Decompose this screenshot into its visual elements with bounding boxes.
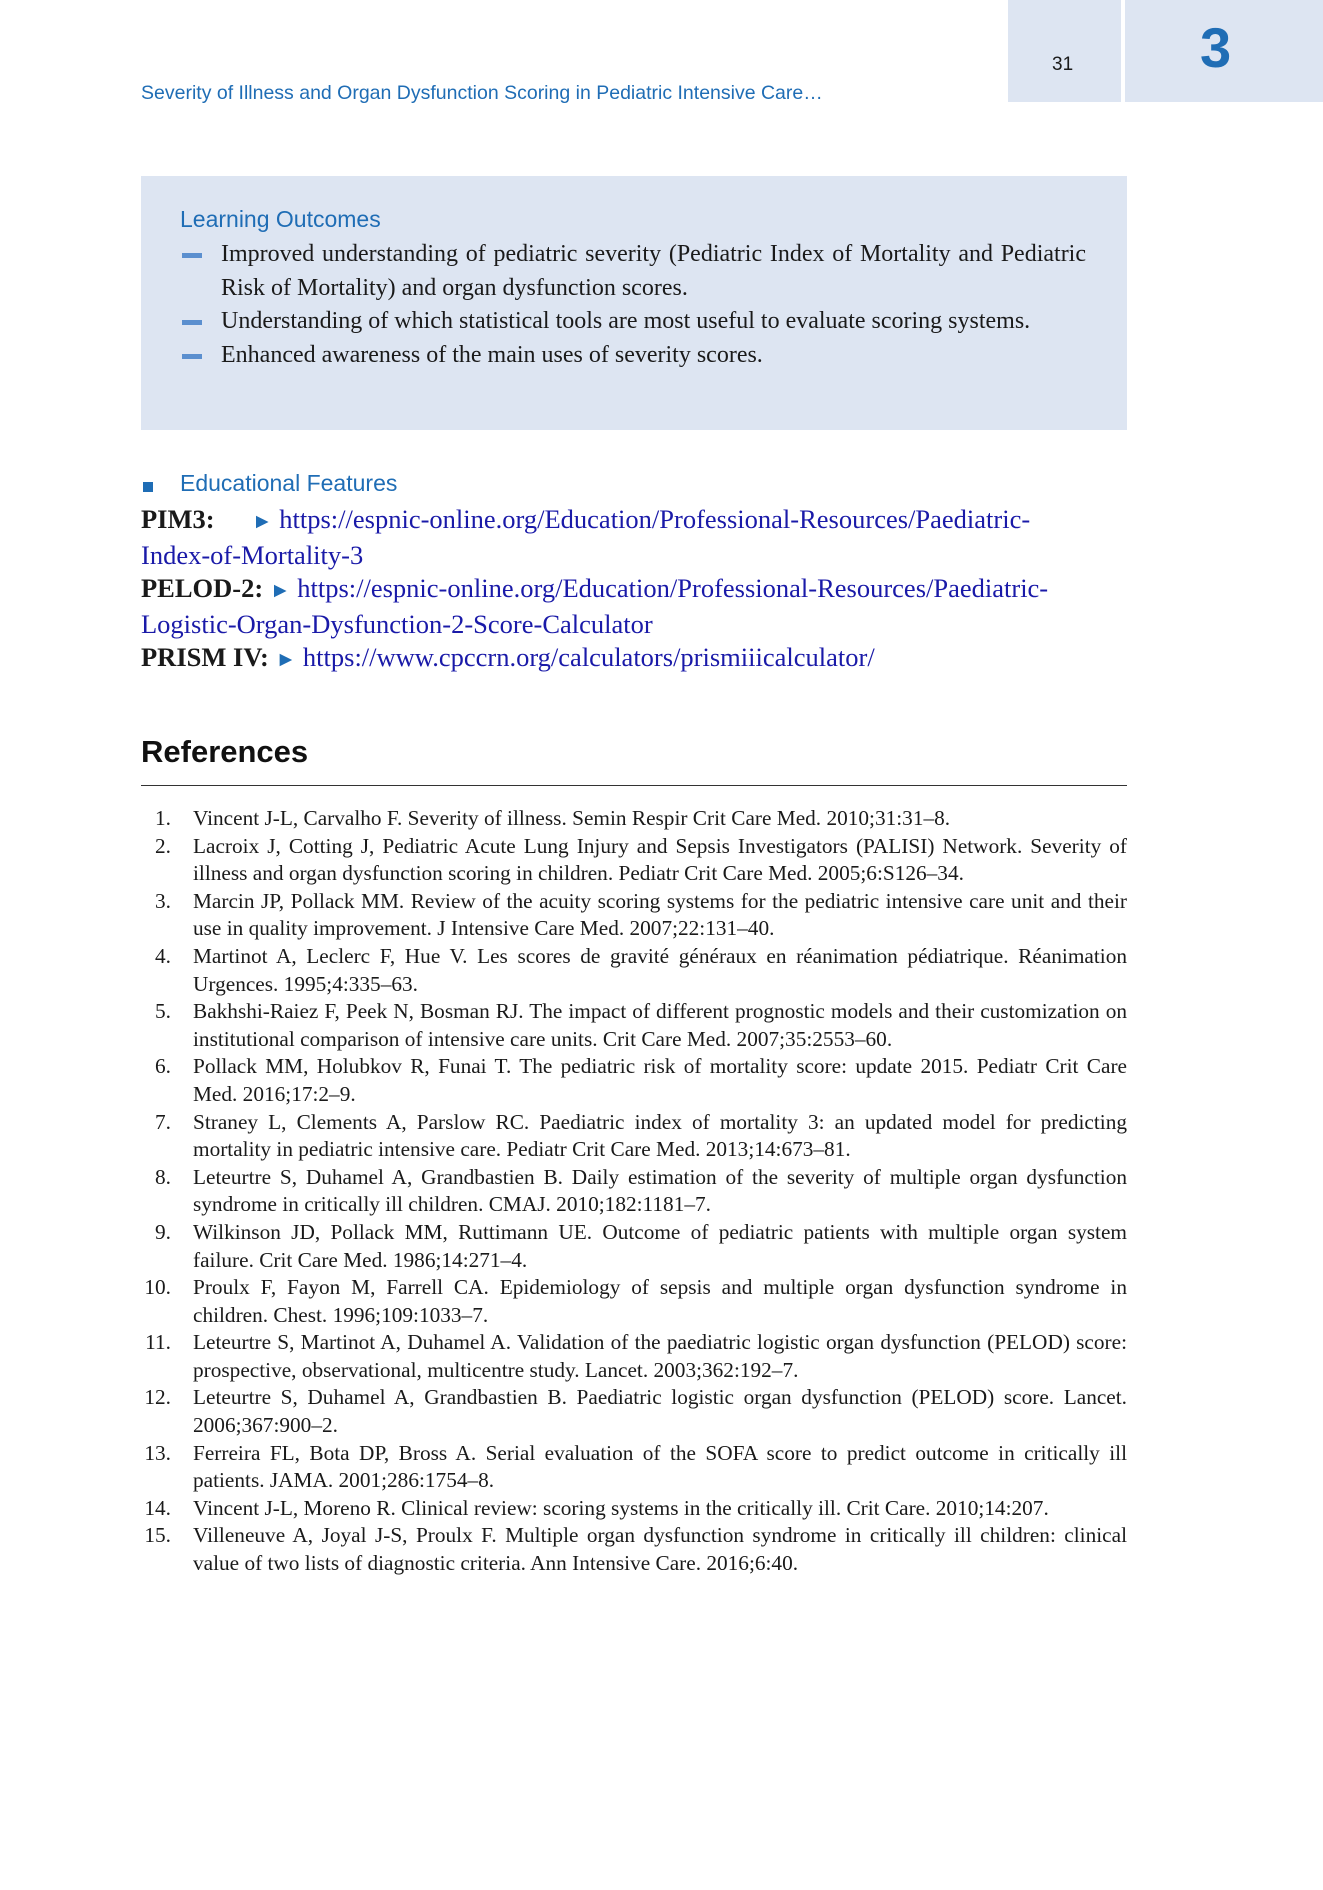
ef-pelod2-link[interactable]: https://espnic-online.org/Education/Professional-Resources/Paediatric- bbox=[297, 573, 1049, 603]
ef-pelod2-label: PELOD-2: bbox=[141, 573, 264, 603]
references-divider bbox=[141, 785, 1127, 786]
reference-text: Leteurtre S, Martinot A, Duhamel A. Validation of the paediatric logistic organ dysfunction (PELOD) score: prospective, observational, multicentre study. Lancet. 2003;362:192–7. bbox=[193, 1330, 1127, 1382]
reference-item bbox=[141, 1164, 1127, 1219]
ef-pim3-link[interactable]: https://espnic-online.org/Education/Professional-Resources/Paediatric- bbox=[279, 504, 1031, 534]
dash-bullet-icon bbox=[182, 354, 202, 359]
reference-text: Leteurtre S, Duhamel A, Grandbastien B. Daily estimation of the severity of multiple organ dysfunction syndrome in critically ill children. CMAJ. 2010;182:1181–7. bbox=[193, 1164, 1127, 1217]
chapter-number: 3 bbox=[1200, 16, 1232, 79]
reference-number: 8. bbox=[155, 1164, 171, 1189]
square-bullet-icon bbox=[143, 482, 153, 492]
reference-number: 9. bbox=[155, 1219, 171, 1244]
references-list bbox=[141, 805, 1127, 1578]
reference-item bbox=[141, 1274, 1127, 1329]
ef-prism-label: PRISM IV: bbox=[141, 642, 269, 672]
reference-text: Martinot A, Leclerc F, Hue V. Les scores de gravité généraux en réanimation pédiatrique. Réanimation Urgences. 1995;4:335–63. bbox=[193, 943, 1127, 996]
reference-item bbox=[141, 1440, 1127, 1495]
reference-text: Pollack MM, Holubkov R, Funai T. The pediatric risk of mortality score: update 2015. Pediatr Crit Care Med. 2016;17:2–9. bbox=[193, 1054, 1127, 1106]
dash-bullet-icon bbox=[182, 253, 202, 258]
learning-outcome-item bbox=[180, 339, 1086, 373]
ef-pim3-line bbox=[141, 503, 1127, 539]
reference-number: 1. bbox=[155, 806, 171, 830]
ef-prism-link[interactable]: https://www.cpccrn.org/calculators/prismiiicalculator/ bbox=[302, 642, 875, 672]
reference-item bbox=[141, 1522, 1127, 1577]
reference-number: 12. bbox=[144, 1385, 171, 1410]
reference-item bbox=[141, 1109, 1127, 1164]
learning-outcomes-list bbox=[180, 238, 1086, 372]
reference-item bbox=[141, 1219, 1127, 1274]
reference-item bbox=[141, 888, 1127, 943]
reference-text: Proulx F, Fayon M, Farrell CA. Epidemiology of sepsis and multiple organ dysfunction syndrome in children. Chest. 1996;109:1033–7. bbox=[193, 1275, 1127, 1327]
reference-number: 10. bbox=[144, 1275, 171, 1300]
arrow-right-icon: ► bbox=[275, 647, 297, 671]
arrow-right-icon: ► bbox=[251, 509, 273, 533]
reference-item bbox=[141, 805, 1127, 833]
reference-number: 4. bbox=[155, 943, 171, 968]
learning-outcome-text: Improved understanding of pediatric severity (Pediatric Index of Mortality and Pediatric Risk of Mortality) and organ dysfunction scores. bbox=[221, 241, 1086, 301]
reference-text: Villeneuve A, Joyal J-S, Proulx F. Multiple organ dysfunction syndrome in critically ill children: clinical value of two lists of diagnostic criteria. Ann Intensive Care. 2016;6:40. bbox=[193, 1523, 1127, 1576]
reference-item bbox=[141, 1329, 1127, 1384]
reference-item bbox=[141, 1053, 1127, 1108]
ef-pim3-label: PIM3: bbox=[141, 504, 215, 534]
reference-text: Ferreira FL, Bota DP, Bross A. Serial evaluation of the SOFA score to predict outcome in critically ill patients. JAMA. 2001;286:1754–8. bbox=[193, 1440, 1127, 1493]
learning-outcome-text: Understanding of which statistical tools are most useful to evaluate scoring systems. bbox=[221, 308, 1031, 334]
reference-item bbox=[141, 1384, 1127, 1439]
reference-number: 3. bbox=[155, 888, 171, 913]
educational-features-block bbox=[141, 503, 1127, 677]
reference-number: 14. bbox=[144, 1495, 171, 1520]
ef-pelod2-line-2 bbox=[141, 608, 1127, 642]
reference-text: Vincent J-L, Moreno R. Clinical review: scoring systems in the critically ill. Crit Care. 2010;14:207. bbox=[193, 1495, 1049, 1520]
ef-pim3-line-2 bbox=[141, 539, 1127, 573]
reference-number: 2. bbox=[155, 833, 171, 858]
ef-prism-line bbox=[141, 641, 1127, 677]
arrow-right-icon: ► bbox=[269, 578, 291, 602]
learning-outcome-text: Enhanced awareness of the main uses of severity scores. bbox=[221, 341, 763, 368]
dash-bullet-icon bbox=[182, 320, 202, 325]
reference-text: Bakhshi-Raiez F, Peek N, Bosman RJ. The impact of different prognostic models and their customization on institutional comparison of intensive care units. Crit Care Med. 2007;35:2553–60. bbox=[193, 999, 1127, 1051]
reference-text: Wilkinson JD, Pollack MM, Ruttimann UE. Outcome of pediatric patients with multiple organ system failure. Crit Care Med. 1986;14:271–4. bbox=[193, 1219, 1127, 1272]
reference-number: 7. bbox=[155, 1109, 171, 1134]
reference-item bbox=[141, 943, 1127, 998]
page-number-box bbox=[1008, 0, 1121, 102]
page-number: 31 bbox=[1052, 54, 1074, 75]
ef-pim3-link-cont[interactable]: Index-of-Mortality-3 bbox=[141, 539, 364, 570]
reference-item bbox=[141, 833, 1127, 888]
reference-number: 6. bbox=[155, 1054, 171, 1079]
running-head: Severity of Illness and Organ Dysfunction Scoring in Pediatric Intensive Care… bbox=[141, 82, 823, 104]
reference-number: 13. bbox=[144, 1440, 171, 1465]
reference-item bbox=[141, 1495, 1127, 1523]
learning-outcome-item bbox=[180, 305, 1086, 339]
reference-text: Lacroix J, Cotting J, Pediatric Acute Lung Injury and Sepsis Investigators (PALISI) Network. Severity of illness and organ dysfunction scoring in children. Pediatr Crit Care Med. 2005;6:S126–34. bbox=[193, 833, 1127, 886]
reference-number: 15. bbox=[144, 1523, 171, 1548]
learning-outcomes-title: Learning Outcomes bbox=[180, 206, 381, 232]
ef-pelod2-line bbox=[141, 572, 1127, 608]
reference-number: 11. bbox=[145, 1330, 171, 1355]
reference-text: Marcin JP, Pollack MM. Review of the acuity scoring systems for the pediatric intensive care unit and their use in quality improvement. J Intensive Care Med. 2007;22:131–40. bbox=[193, 888, 1127, 941]
reference-item bbox=[141, 998, 1127, 1053]
reference-text: Straney L, Clements A, Parslow RC. Paediatric index of mortality 3: an updated model for predicting mortality in pediatric intensive care. Pediatr Crit Care Med. 2013;14:673–81. bbox=[193, 1109, 1127, 1162]
learning-outcome-item bbox=[180, 238, 1086, 305]
educational-features-title: Educational Features bbox=[180, 470, 398, 496]
reference-number: 5. bbox=[155, 999, 171, 1024]
reference-text: Vincent J-L, Carvalho F. Severity of illness. Semin Respir Crit Care Med. 2010;31:31–8. bbox=[193, 806, 951, 830]
reference-text: Leteurtre S, Duhamel A, Grandbastien B. Paediatric logistic organ dysfunction (PELOD) score. Lancet. 2006;367:900–2. bbox=[193, 1385, 1127, 1438]
references-title: References bbox=[141, 734, 309, 769]
ef-pelod2-link-cont[interactable]: Logistic-Organ-Dysfunction-2-Score-Calculator bbox=[141, 608, 653, 639]
